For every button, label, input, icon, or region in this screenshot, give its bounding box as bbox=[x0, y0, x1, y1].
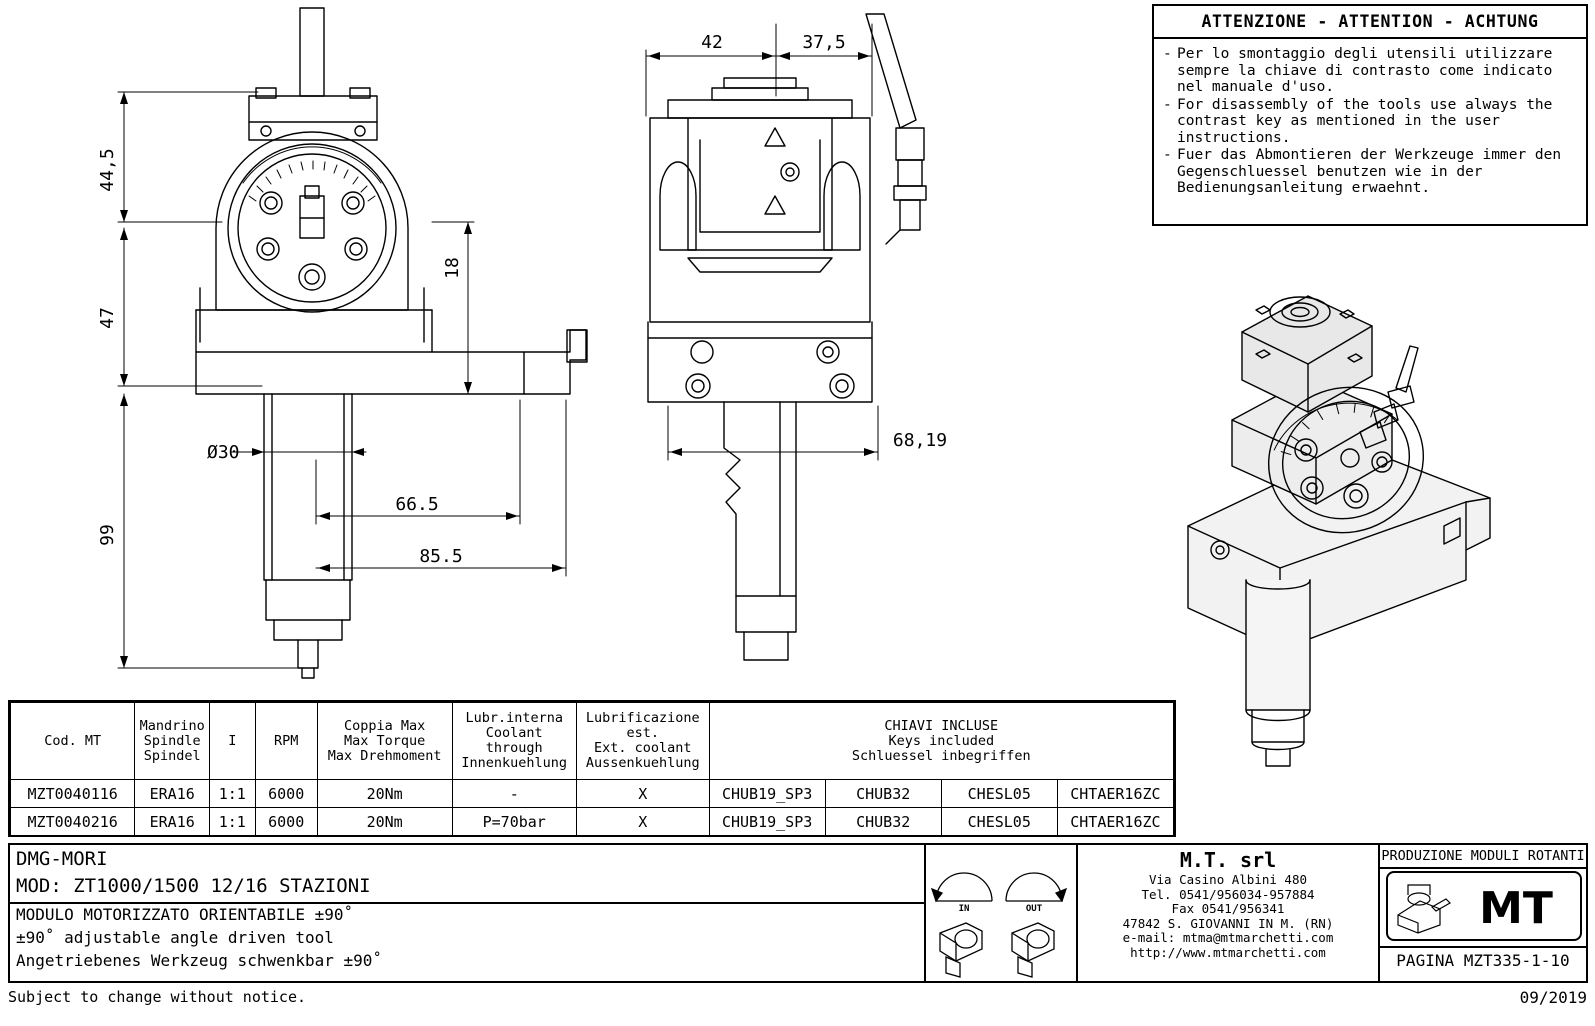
company-name: M.T. srl bbox=[1179, 848, 1277, 872]
th-spindle bbox=[135, 703, 210, 780]
footer-date: 09/2019 bbox=[1519, 988, 1587, 1007]
warning-text-en: For disassembly of the tools use always the contrast key as mentioned in the user instructions. bbox=[1177, 96, 1553, 146]
cell-cod: MZT0040116 bbox=[11, 780, 135, 808]
dim-37-5: 37,5 bbox=[802, 32, 846, 53]
th-spindle-de: Spindel bbox=[143, 747, 201, 764]
cell-key-1: CHUB19_SP3 bbox=[709, 780, 825, 808]
dim-99: 99 bbox=[97, 524, 118, 546]
cell-key-3: CHESL05 bbox=[941, 808, 1057, 836]
cell-spindle: ERA16 bbox=[135, 808, 210, 836]
warning-text-it: Per lo smontaggio degli utensili utilizzare sempre la chiave di contrasto come indicato nel manuale d'uso. bbox=[1177, 46, 1553, 95]
warning-title: ATTENZIONE - ATTENTION - ACHTUNG bbox=[1201, 12, 1539, 31]
description-de: Angetriebenes Werkzeug schwenkbar ±90˚ bbox=[16, 951, 383, 970]
th-coolant-int-en: Coolant through bbox=[485, 725, 543, 756]
cell-key-1: CHUB19_SP3 bbox=[709, 808, 825, 836]
cell-key-2: CHUB32 bbox=[825, 808, 941, 836]
isometric-view bbox=[1160, 250, 1580, 770]
dimension-lines bbox=[118, 24, 878, 668]
warning-box bbox=[1152, 4, 1588, 226]
th-torque-it: Coppia Max bbox=[344, 717, 426, 734]
dim-68-19: 68,19 bbox=[892, 430, 948, 451]
bullet-dash: - bbox=[1163, 46, 1172, 62]
th-coolant-int bbox=[452, 703, 576, 780]
side-view bbox=[648, 14, 926, 660]
warning-body bbox=[1154, 39, 1586, 197]
table-row bbox=[11, 780, 1174, 808]
company-street: Via Casino Albini 480 bbox=[1148, 872, 1308, 887]
th-cod: Cod. MT bbox=[11, 703, 135, 780]
icon-label-out: OUT bbox=[1025, 904, 1043, 914]
cell-spindle: ERA16 bbox=[135, 780, 210, 808]
title-divider bbox=[10, 902, 924, 904]
dim-d30: Ø30 bbox=[207, 442, 240, 463]
title-block bbox=[8, 843, 1588, 983]
production-label: PRODUZIONE MODULI ROTANTI bbox=[1381, 848, 1585, 864]
warning-text-de: Fuer das Abmontieren der Werkzeuge immer den Gegenschluessel benutzen wie in der Bedienungsanleitung erwaehnt. bbox=[1177, 147, 1562, 196]
rotation-icons bbox=[926, 845, 1076, 981]
cell-i: 1:1 bbox=[210, 780, 256, 808]
cell-torque: 20Nm bbox=[317, 780, 452, 808]
th-keys-it: CHIAVI INCLUSE bbox=[884, 717, 999, 734]
mt-logo-text: MT bbox=[1479, 883, 1553, 934]
front-view bbox=[196, 8, 587, 678]
cell-coolant-ext: X bbox=[576, 780, 709, 808]
th-rpm: RPM bbox=[255, 703, 317, 780]
th-torque-en: Max Torque bbox=[344, 732, 426, 749]
th-keys-en: Keys included bbox=[888, 732, 995, 749]
mt-logo bbox=[1386, 871, 1582, 941]
table-row bbox=[11, 808, 1174, 836]
cell-rpm: 6000 bbox=[255, 780, 317, 808]
machine-model: MOD: ZT1000/1500 12/16 STAZIONI bbox=[16, 875, 371, 897]
th-keys-de: Schluessel inbegriffen bbox=[851, 747, 1031, 764]
title-block-right bbox=[1380, 845, 1586, 981]
cell-torque: 20Nm bbox=[317, 808, 452, 836]
th-keys bbox=[709, 703, 1173, 780]
company-website[interactable]: http://www.mtmarchetti.com bbox=[1130, 944, 1326, 960]
company-email[interactable]: e-mail: mtma@mtmarchetti.com bbox=[1122, 930, 1334, 945]
specification-table bbox=[8, 700, 1176, 837]
th-coolant-ext-it: Lubrificazione est. bbox=[585, 710, 700, 741]
bullet-dash: - bbox=[1163, 147, 1172, 163]
cell-key-3: CHESL05 bbox=[941, 780, 1057, 808]
bullet-dash: - bbox=[1163, 96, 1172, 113]
dim-44-5: 44,5 bbox=[97, 148, 118, 192]
dim-85-5: 85.5 bbox=[419, 546, 463, 567]
description-en: ±90˚ adjustable angle driven tool bbox=[16, 928, 334, 947]
th-i: I bbox=[210, 703, 256, 780]
title-block-left bbox=[10, 845, 924, 981]
warning-item bbox=[1163, 46, 1577, 96]
cell-coolant-int: P=70bar bbox=[452, 808, 576, 836]
company-address bbox=[1078, 873, 1378, 960]
cell-cod: MZT0040216 bbox=[11, 808, 135, 836]
dim-18: 18 bbox=[442, 257, 463, 279]
dim-42: 42 bbox=[701, 32, 723, 53]
machine-brand: DMG-MORI bbox=[16, 848, 108, 870]
cell-rpm: 6000 bbox=[255, 808, 317, 836]
th-coolant-int-de: Innenkuehlung bbox=[461, 755, 568, 771]
divider-horizontal-1 bbox=[1380, 867, 1586, 869]
cell-coolant-ext: X bbox=[576, 808, 709, 836]
dim-47: 47 bbox=[97, 307, 118, 329]
cell-i: 1:1 bbox=[210, 808, 256, 836]
dim-66-5: 66.5 bbox=[395, 494, 439, 515]
warning-item bbox=[1163, 97, 1577, 147]
page-reference: PAGINA MZT335-1-10 bbox=[1396, 951, 1570, 970]
th-coolant-ext bbox=[576, 703, 709, 780]
th-coolant-int-it: Lubr.interna bbox=[465, 710, 563, 726]
table-header-row bbox=[11, 703, 1174, 780]
cell-key-2: CHUB32 bbox=[825, 780, 941, 808]
th-spindle-it: Mandrino bbox=[139, 717, 205, 734]
description-it: MODULO MOTORIZZATO ORIENTABILE ±90˚ bbox=[16, 905, 354, 924]
th-torque-de: Max Drehmoment bbox=[327, 747, 442, 764]
th-coolant-ext-en: Ext. coolant bbox=[593, 740, 692, 756]
th-spindle-en: Spindle bbox=[143, 732, 201, 749]
footer-notice: Subject to change without notice. bbox=[8, 988, 307, 1006]
th-coolant-ext-de: Aussenkuehlung bbox=[585, 755, 700, 771]
cell-key-4: CHTAER16ZC bbox=[1057, 780, 1173, 808]
company-city: 47842 S. GIOVANNI IN M. (RN) bbox=[1122, 915, 1334, 931]
company-fax: Fax 0541/956341 bbox=[1171, 901, 1285, 916]
divider-horizontal-2 bbox=[1380, 946, 1586, 948]
cell-key-4: CHTAER16ZC bbox=[1057, 808, 1173, 836]
cell-coolant-int: - bbox=[452, 780, 576, 808]
icon-label-in: IN bbox=[958, 904, 970, 914]
company-info bbox=[1078, 845, 1378, 981]
company-tel: Tel. 0541/956034-957884 bbox=[1141, 886, 1315, 902]
th-torque bbox=[317, 703, 452, 780]
warning-item bbox=[1163, 147, 1577, 197]
